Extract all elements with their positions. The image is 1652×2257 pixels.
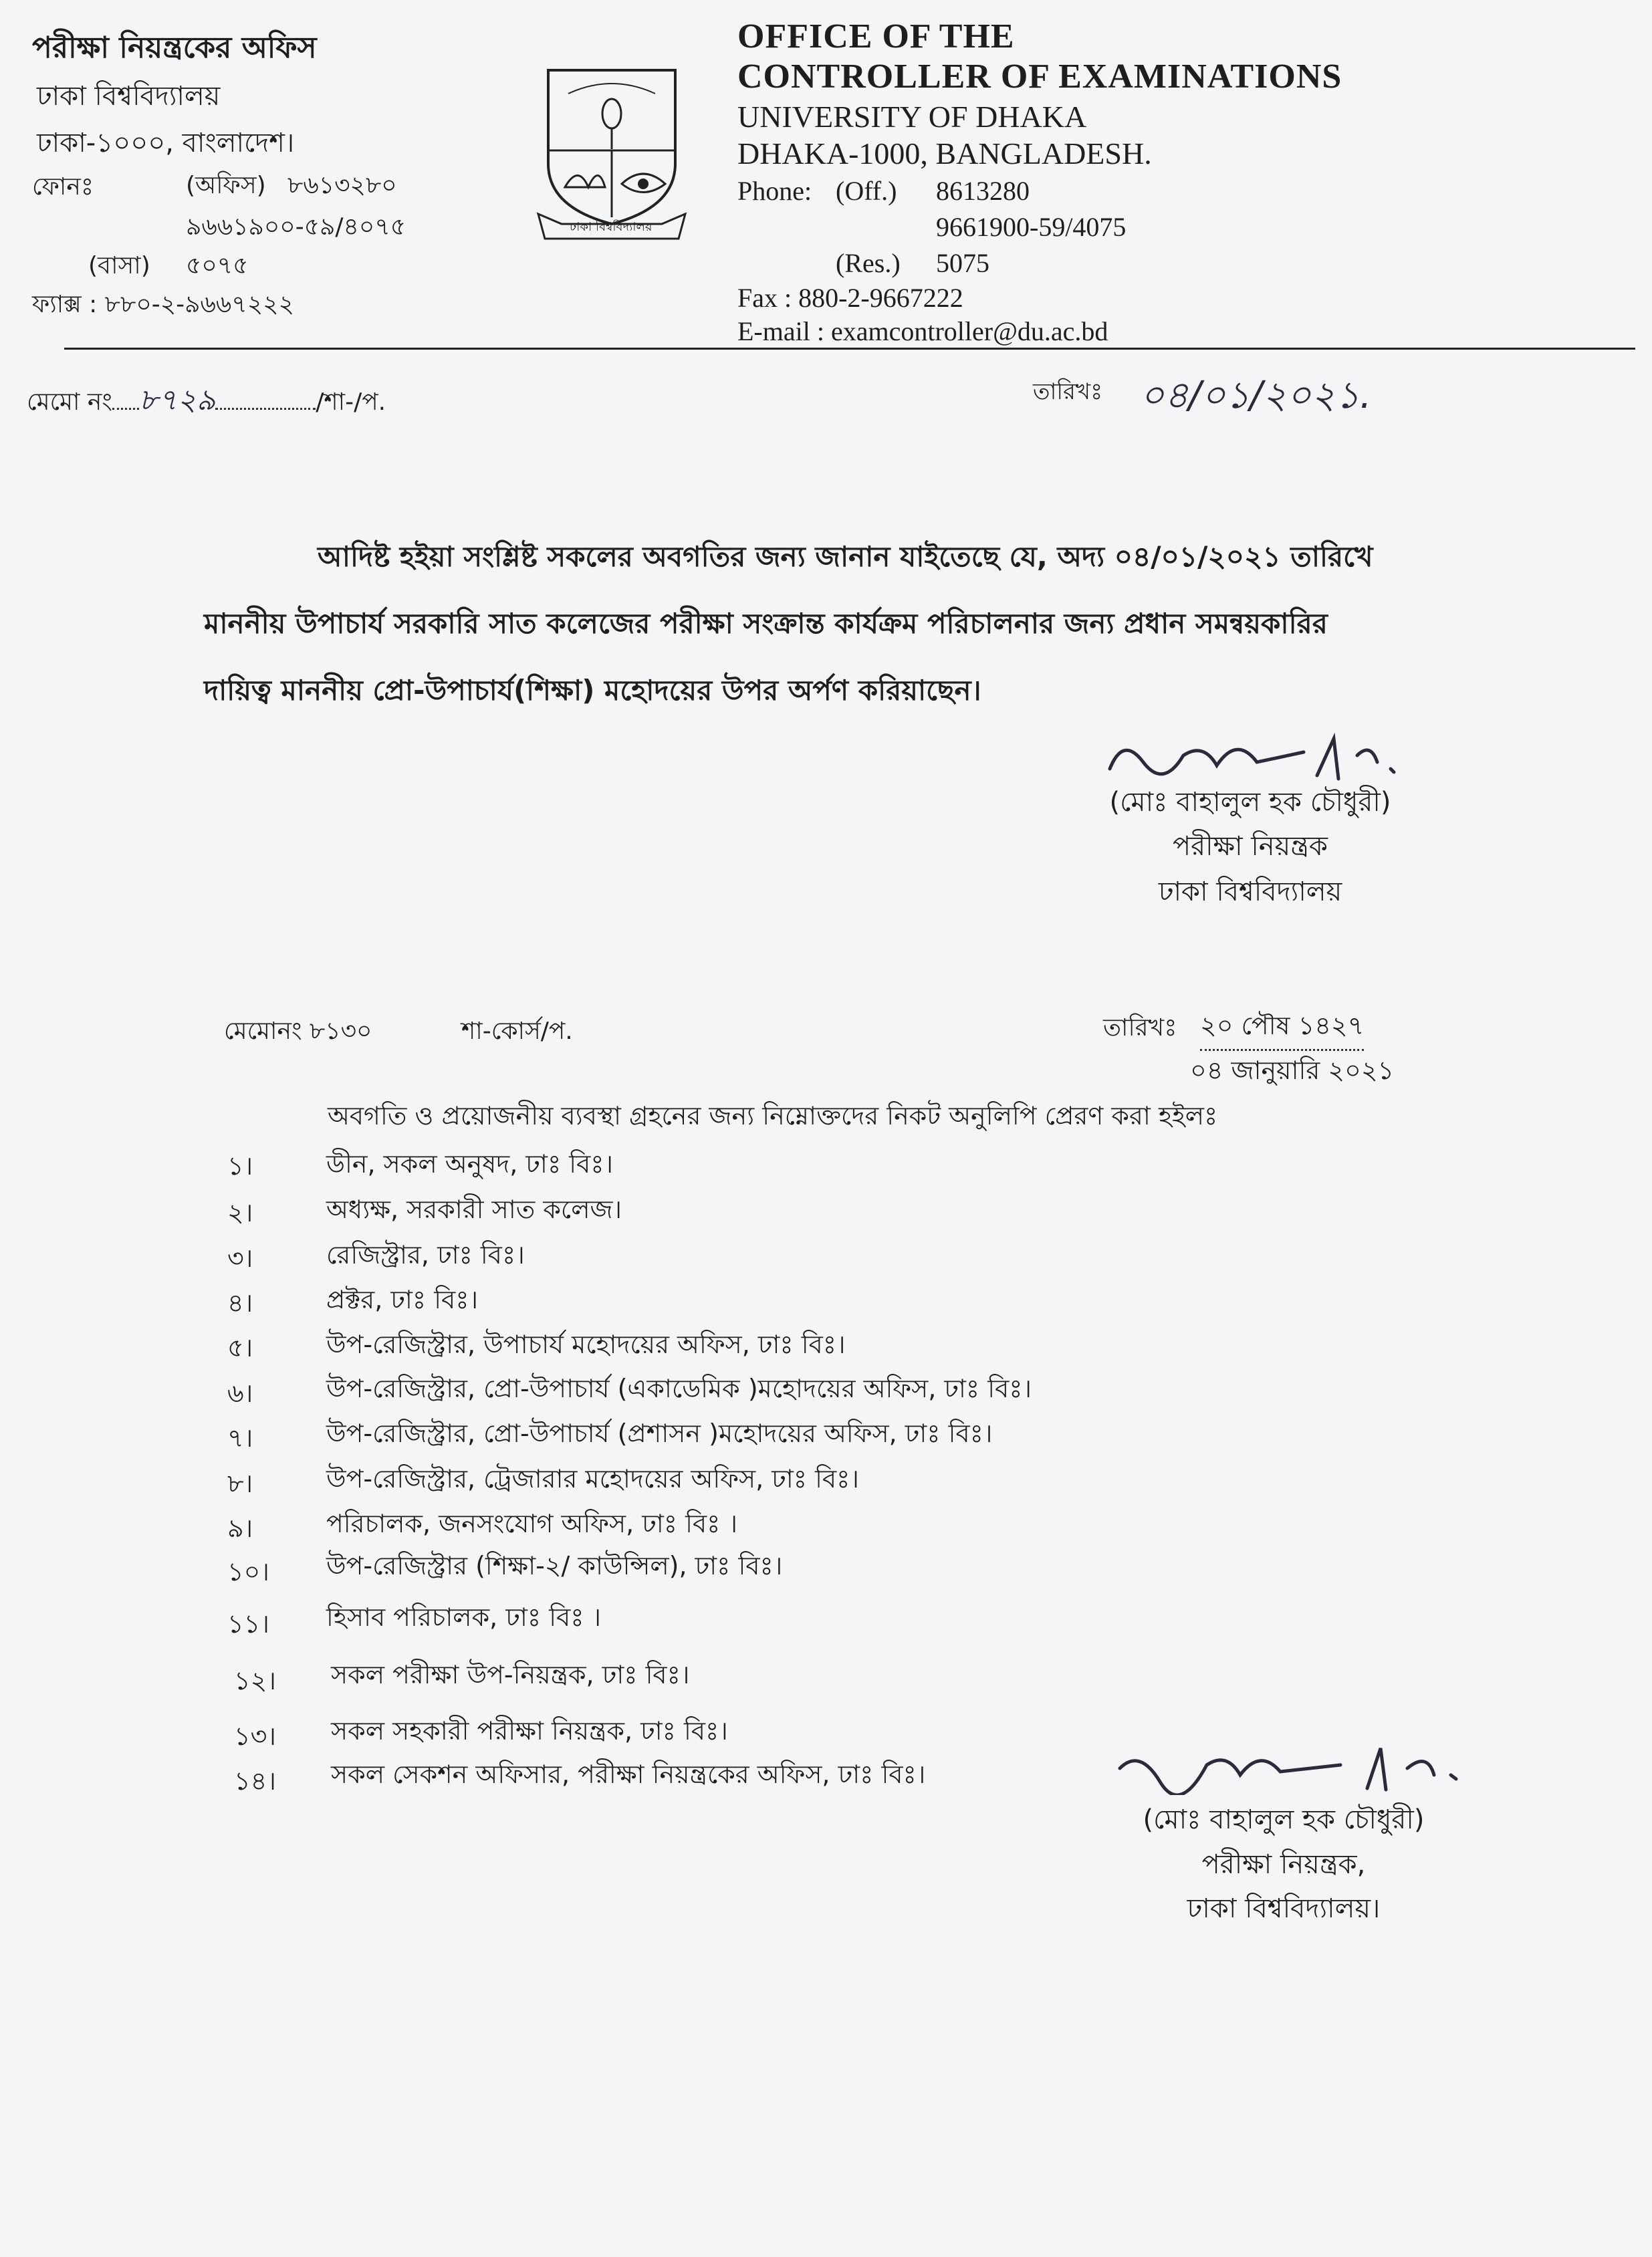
office-label-bn: (অফিস) <box>186 172 266 199</box>
cc-item-text: পরিচালক, জনসংযোগ অফিস, ঢাঃ বিঃ । <box>326 1509 738 1538</box>
cc-item-num: ১২। <box>234 1666 276 1695</box>
fax-bn: ফ্যাক্স : ৮৮০-২-৯৬৬৭২২২ <box>32 291 294 318</box>
signature1-title: পরীক্ষা নিয়ন্ত্রক <box>1173 831 1328 862</box>
off-label-en: (Off.) <box>836 176 897 206</box>
res-label-bn: (বাসা) <box>88 252 150 279</box>
cc-item-num: ৬। <box>227 1379 253 1408</box>
cc-item-text: রেজিস্ট্রার, ঢাঃ বিঃ। <box>326 1240 525 1270</box>
memo2-date-en: ০৪ জানুয়ারি ২০২১ <box>1190 1056 1395 1085</box>
signature2-image <box>1113 1735 1488 1795</box>
header-divider <box>64 348 1635 350</box>
cc-item-text: উপ-রেজিস্ট্রার, প্রো-উপাচার্য (প্রশাসন )মহোদয়ের অফিস, ঢাঃ বিঃ। <box>326 1419 993 1448</box>
cc-item-text: ডীন, সকল অনুষদ, ঢাঃ বিঃ। <box>326 1149 614 1179</box>
cc-item-text: উপ-রেজিস্ট্রার (শিক্ষা-২/ কাউন্সিল), ঢাঃ বিঃ। <box>326 1551 783 1580</box>
cc-item-text: হিসাব পরিচালক, ঢাঃ বিঃ । <box>326 1602 602 1632</box>
office-name-bn: পরীক্ষা নিয়ন্ত্রকের অফিস <box>32 31 317 65</box>
memo2-date-bn: ২০ পৌষ ১৪২৭ <box>1200 1006 1364 1051</box>
off-phone2-en: 9661900-59/4075 <box>936 212 1127 242</box>
cc-item-num: ৫। <box>227 1333 253 1362</box>
res-label-en: (Res.) <box>836 248 901 278</box>
signature-scribble-icon <box>1113 1735 1488 1795</box>
signature1-name: (মোঃ বাহালুল হক চৌধুরী) <box>1109 787 1391 818</box>
office-phone2-bn: ৯৬৬১৯০০-৫৯/৪০৭৫ <box>186 213 406 241</box>
address-en: DHAKA-1000, BANGLADESH. <box>737 136 1152 170</box>
office-title-line1: OFFICE OF THE <box>737 17 1015 55</box>
cc-item-text: অধ্যক্ষ, সরকারী সাত কলেজ। <box>326 1195 622 1224</box>
memo2-date-label: তারিখঃ <box>1103 1014 1177 1042</box>
res-phone-bn: ৫০৭৫ <box>186 252 249 279</box>
body-line2: মাননীয় উপাচার্য সরকারি সাত কলেজের পরীক্ষা সংক্রান্ত কার্যক্রম পরিচালনার জন্য প্রধান সমন্বয়কারির <box>204 607 1328 640</box>
cc-item-text: উপ-রেজিস্ট্রার, ট্রেজারার মহোদয়ের অফিস, ঢাঃ বিঃ। <box>326 1464 859 1494</box>
cc-item-num: ২। <box>227 1198 253 1227</box>
university-logo <box>535 64 689 244</box>
cc-item-num: ৪। <box>227 1288 253 1318</box>
office-phone-bn: ৮৬১৩২৮০ <box>287 172 397 199</box>
cc-item-text: সকল পরীক্ষা উপ-নিয়ন্ত্রক, ঢাঃ বিঃ। <box>331 1660 690 1689</box>
cc-item-text: উপ-রেজিস্ট্রার, প্রো-উপাচার্য (একাডেমিক )মহোদয়ের অফিস, ঢাঃ বিঃ। <box>326 1374 1032 1403</box>
memo2-label: মেমোনং ৮১৩০ <box>224 1018 372 1045</box>
cc-item-text: সকল সেকশন অফিসার, পরীক্ষা নিয়ন্ত্রকের অফিস, ঢাঃ বিঃ। <box>331 1760 926 1789</box>
cc-item-num: ৩। <box>227 1243 253 1273</box>
signature2-org: ঢাকা বিশ্ববিদ্যালয়। <box>1187 1893 1381 1924</box>
logo-caption: ঢাকা বিশ্ববিদ্যালয় <box>570 220 653 234</box>
university-name-bn: ঢাকা বিশ্ববিদ্যালয় <box>37 81 221 112</box>
memo2-suffix: শা-কোর্স/প. <box>461 1018 573 1045</box>
memo1-date-label: তারিখঃ <box>1033 378 1103 405</box>
signature2-name: (মোঃ বাহালুল হক চৌধুরী) <box>1143 1804 1425 1835</box>
cc-item-text: উপ-রেজিস্ট্রার, উপাচার্য মহোদয়ের অফিস, ঢাঃ বিঃ। <box>326 1330 846 1359</box>
body-line1: আদিষ্ট হইয়া সংশ্লিষ্ট সকলের অবগতির জন্য জানান যাইতেছে যে, অদ্য ০৪/০১/২০২১ তারিখে <box>318 540 1373 573</box>
cc-item-num: ১। <box>227 1151 253 1181</box>
res-phone-en: 5075 <box>936 248 989 278</box>
cc-item-num: ৮। <box>227 1469 253 1498</box>
memo1-number: ৮৭২৯ <box>138 383 216 417</box>
address-bn: ঢাকা-১০০০, বাংলাদেশ। <box>37 128 295 158</box>
phone-label-en: Phone: <box>737 176 812 206</box>
off-phone-en: 8613280 <box>936 176 1030 206</box>
cc-item-text: সকল সহকারী পরীক্ষা নিয়ন্ত্রক, ঢাঃ বিঃ। <box>331 1716 728 1746</box>
fax-en: Fax : 880-2-9667222 <box>737 283 963 313</box>
office-title-line2: CONTROLLER OF EXAMINATIONS <box>737 57 1342 96</box>
memo1-ref <box>27 378 386 427</box>
signature1-org: ঢাকা বিশ্ববিদ্যালয় <box>1158 876 1342 907</box>
cc-intro: অবগতি ও প্রয়োজনীয় ব্যবস্থা গ্রহনের জন্য নিম্নোক্তদের নিকট অনুলিপি প্রেরণ করা হইলঃ <box>328 1101 1218 1131</box>
cc-item-num: ১৪। <box>234 1766 276 1796</box>
cc-item-num: ১৩। <box>234 1721 276 1751</box>
cc-item-num: ১১। <box>227 1609 269 1639</box>
university-name-en: UNIVERSITY OF DHAKA <box>737 100 1087 134</box>
signature-scribble-icon <box>1103 722 1424 789</box>
body-line3: দায়িত্ব মাননীয় প্রো-উপাচার্য(শিক্ষা) মহোদয়ের উপর অর্পণ করিয়াছেন। <box>204 674 981 707</box>
memo1-suffix: /শা-/প. <box>316 388 386 416</box>
cc-item-text: প্রক্টর, ঢাঃ বিঃ। <box>326 1285 479 1314</box>
signature1-image <box>1103 722 1424 789</box>
cc-item-num: ৯। <box>227 1514 253 1543</box>
phone-label-bn: ফোনঃ <box>32 173 94 201</box>
cc-item-num: ৭। <box>227 1423 253 1453</box>
cc-item-num: ১০। <box>227 1557 269 1586</box>
signature2-title: পরীক্ষা নিয়ন্ত্রক, <box>1201 1849 1366 1880</box>
email-en: E-mail : examcontroller@du.ac.bd <box>737 316 1108 346</box>
memo1-date: ০৪/০১/২০২১. <box>1140 374 1372 417</box>
memo1-label: মেমো নং <box>27 388 112 416</box>
